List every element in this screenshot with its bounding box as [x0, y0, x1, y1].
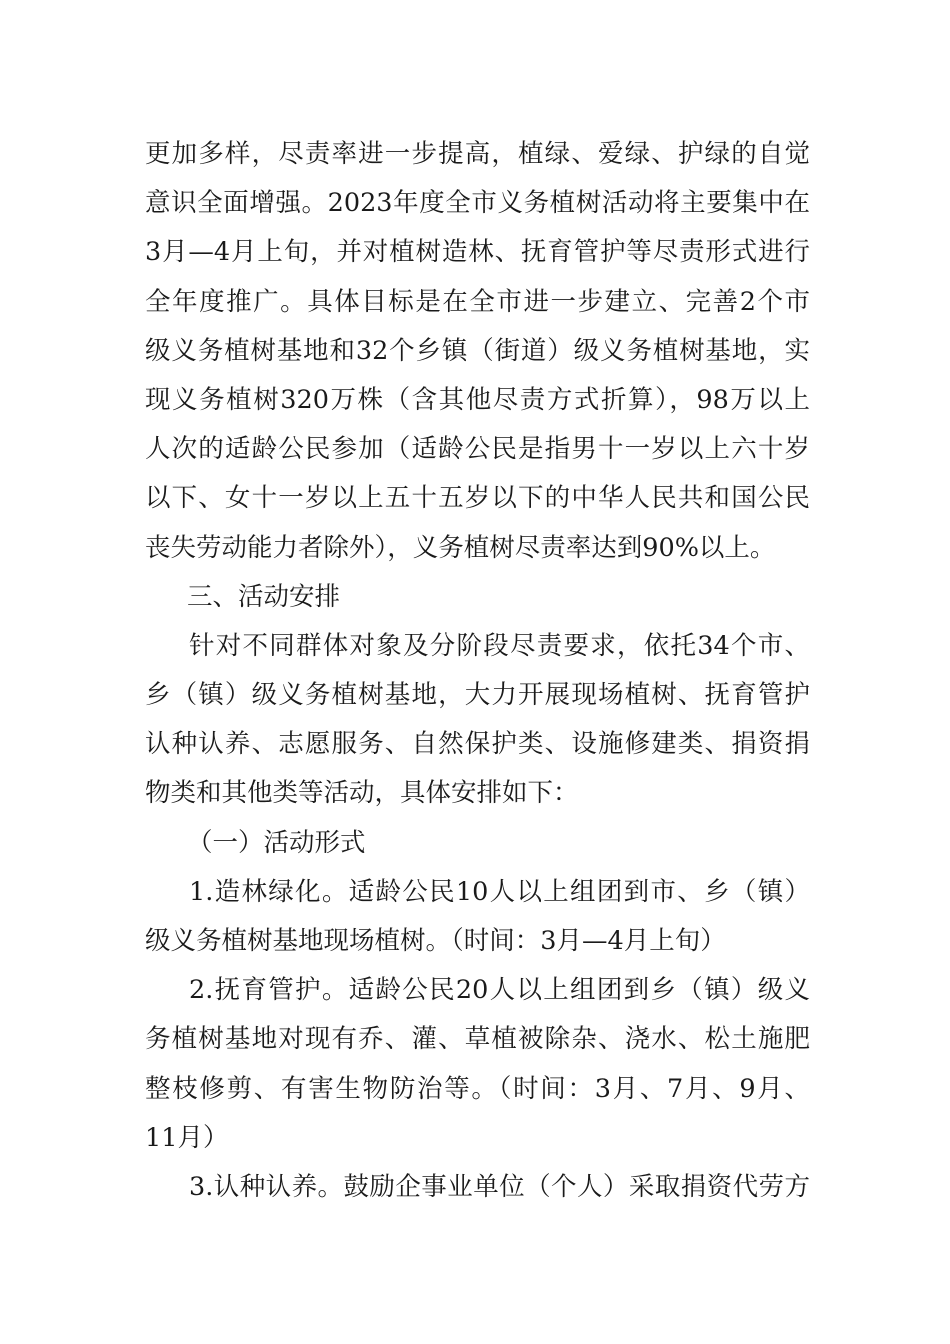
body-line-12: 乡（镇）级义务植树基地，大力开展现场植树、抚育管护 — [145, 680, 810, 711]
body-line-1: 更加多样，尽责率进一步提高，植绿、爱绿、护绿的自觉 — [145, 139, 810, 169]
item-tending-line-2: 务植树基地对现有乔、灌、草植被除杂、浇水、松土施肥 — [145, 1024, 810, 1055]
body-line-2: 意识全面增强。2023年度全市义务植树活动将主要集中在 — [145, 188, 810, 219]
body-line-4: 全年度推广。具体目标是在全市进一步建立、完善2个市 — [145, 286, 810, 317]
body-line-3: 3月—4月上旬，并对植树造林、抚育管护等尽责形式进行 — [145, 237, 810, 268]
body-line-9: 丧失劳动能力者除外），义务植树尽责率达到90%以上。 — [145, 532, 776, 563]
body-line-5: 级义务植树基地和32个乡镇（街道）级义务植树基地，实 — [145, 335, 810, 366]
item-tending-line-4: 11月） — [145, 1122, 229, 1153]
body-line-11: 针对不同群体对象及分阶段尽责要求，依托34个市、 — [189, 630, 810, 661]
section-heading-activity-arrangement: 三、活动安排 — [187, 581, 341, 612]
subsection-heading-activity-forms: （一）活动形式 — [187, 827, 366, 858]
document-body — [145, 130, 810, 1212]
body-line-13: 认种认养、志愿服务、自然保护类、设施修建类、捐资捐 — [145, 729, 810, 760]
body-line-8: 以下、女十一岁以上五十五岁以下的中华人民共和国公民 — [145, 483, 810, 514]
item-afforestation-line-1: 1.造林绿化。适龄公民10人以上组团到市、乡（镇） — [189, 876, 810, 907]
item-adoption-line-1: 3.认种认养。鼓励企事业单位（个人）采取捐资代劳方 — [189, 1171, 810, 1202]
body-line-7: 人次的适龄公民参加（适龄公民是指男十一岁以上六十岁 — [145, 434, 810, 465]
body-line-14: 物类和其他类等活动，具体安排如下： — [145, 778, 579, 809]
item-tending-line-3: 整枝修剪、有害生物防治等。（时间：3月、7月、9月、 — [145, 1073, 810, 1104]
body-line-6: 现义务植树320万株（含其他尽责方式折算），98万以上 — [145, 384, 810, 415]
item-afforestation-line-2: 级义务植树基地现场植树。（时间：3月—4月上旬） — [145, 926, 726, 956]
item-tending-line-1: 2.抚育管护。适龄公民20人以上组团到乡（镇）级义 — [189, 975, 810, 1006]
